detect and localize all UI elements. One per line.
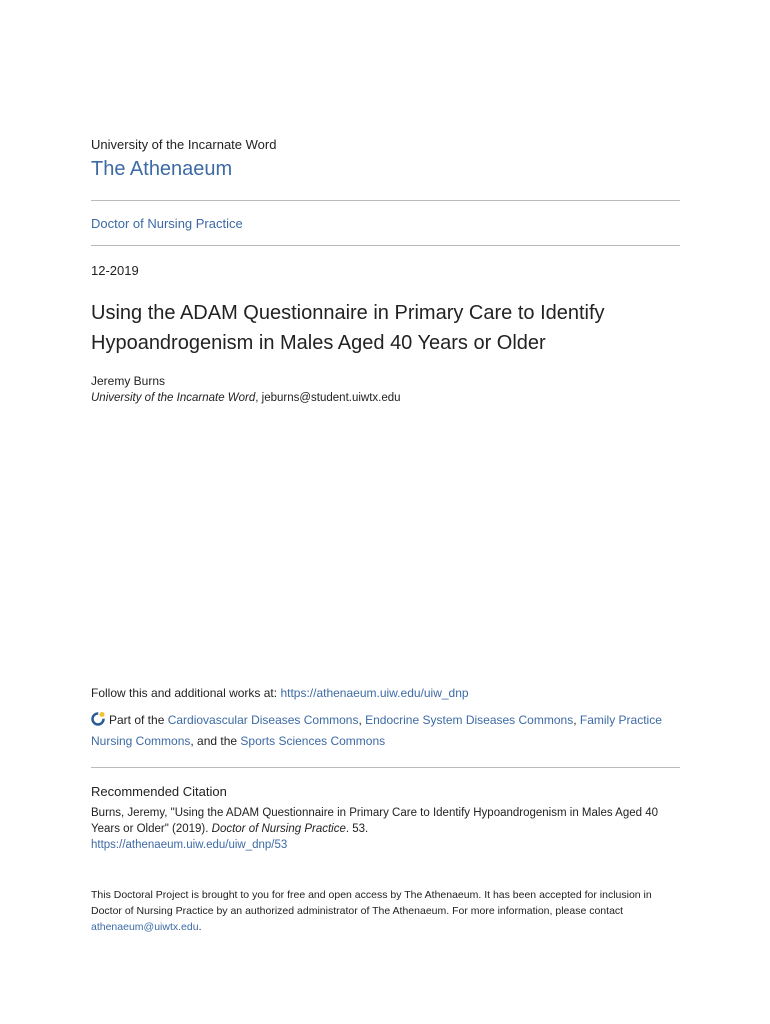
commons-link[interactable]: Cardiovascular Diseases Commons [167, 713, 359, 727]
divider [91, 200, 680, 201]
publication-date: 12-2019 [91, 263, 139, 278]
separator: , [358, 713, 366, 727]
citation-body: Burns, Jeremy, "Using the ADAM Questionnaire in Primary Care to Identify Hypoandrogenism in Males Aged 40 Years or Older" (2019). [91, 807, 658, 835]
affiliation-org: University of the Incarnate Word [91, 392, 256, 404]
separator: , and the [190, 734, 241, 748]
collection-url-link[interactable]: https://athenaeum.uiw.edu/uiw_dnp [280, 686, 469, 700]
footer-notice [91, 887, 681, 935]
commons-link[interactable]: Endocrine System Diseases Commons [365, 713, 574, 727]
institution-name: University of the Incarnate Word [91, 137, 277, 152]
series-link[interactable]: Doctor of Nursing Practice [91, 216, 243, 231]
bepress-commons-icon [91, 711, 106, 726]
document-title: Using the ADAM Questionnaire in Primary Care to Identify Hypoandrogenism in Males Aged 40 Years or Older [91, 302, 605, 354]
follow-line [91, 686, 469, 700]
citation-text [91, 805, 681, 853]
part-of-label: Part of the [109, 713, 168, 727]
footer-text: This Doctoral Project is brought to you for free and open access by The Athenaeum. It has been accepted for inclusion in Doctor of Nursing Practice by an authorized administrator of The Athenaeum. For more information, please contact [91, 889, 652, 917]
collection-link[interactable]: The Athenaeum [91, 158, 233, 180]
commons-link[interactable]: Sports Sciences Commons [240, 734, 386, 748]
separator: , [573, 713, 580, 727]
footer-end: . [198, 921, 202, 933]
commons-link[interactable]: Family Practice Nursing Commons [91, 713, 662, 748]
divider [91, 245, 680, 246]
citation-number: . 53. [345, 823, 369, 835]
citation-journal: Doctor of Nursing Practice [211, 823, 346, 835]
author-affiliation [91, 392, 401, 404]
divider [91, 767, 680, 768]
follow-label: Follow this and additional works at: [91, 686, 281, 700]
author-name: Jeremy Burns [91, 374, 166, 388]
contact-email-link[interactable]: athenaeum@uiwtx.edu [91, 921, 199, 933]
citation-url-link[interactable]: https://athenaeum.uiw.edu/uiw_dnp/53 [91, 839, 288, 851]
part-of-commons [91, 710, 681, 752]
author-email: , jeburns@student.uiwtx.edu [255, 392, 401, 404]
citation-heading: Recommended Citation [91, 784, 227, 799]
